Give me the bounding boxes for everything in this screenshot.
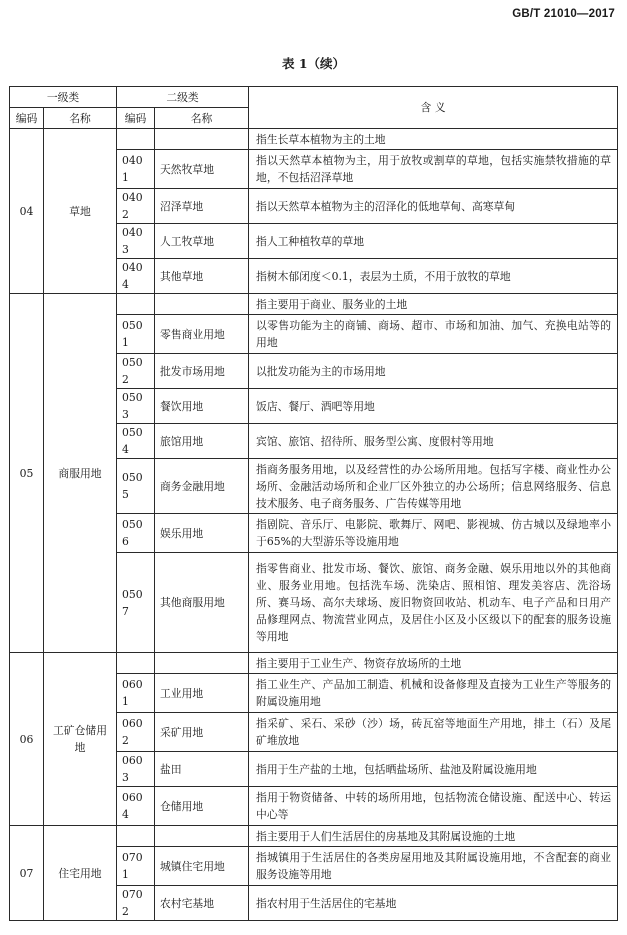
item-description: 指以天然草本植物为主，用于放牧或割草的草地，包括实施禁牧措施的草地，不包括沼泽草地 [249, 150, 618, 189]
table-caption: 表 1（续） [281, 56, 346, 71]
item-description: 指商务服务用地，以及经营性的办公场所用地。包括写字楼、商业性办公场所、金融活动场所和企业厂区外独立的办公场所；信息网络服务、信息技术服务、电子商务服务、广告传媒等用地 [249, 459, 618, 514]
item-code: 0401 [117, 150, 155, 189]
item-name: 工业用地 [155, 674, 249, 713]
item-description: 指城镇用于生活居住的各类房屋用地及其附属设施用地，不含配套的商业服务设施等用地 [249, 847, 618, 886]
item-code: 0604 [117, 787, 155, 826]
group-code: 05 [10, 294, 44, 653]
table-row [10, 653, 618, 674]
item-code: 0504 [117, 424, 155, 459]
header-level2-name: 名称 [155, 108, 249, 129]
item-name: 零售商业用地 [155, 315, 249, 354]
item-description: 指剧院、音乐厅、电影院、歌舞厅、网吧、影视城、仿古城以及绿地率小于65%的大型游乐等设施用地 [249, 514, 618, 553]
group-code: 04 [10, 129, 44, 294]
group-name: 住宅用地 [44, 826, 117, 921]
item-name: 采矿用地 [155, 713, 249, 752]
table-row [10, 294, 618, 315]
item-description: 宾馆、旅馆、招待所、服务型公寓、度假村等用地 [249, 424, 618, 459]
item-code: 0501 [117, 315, 155, 354]
header-meaning: 含 义 [249, 87, 618, 129]
header-level1-code: 编码 [10, 108, 44, 129]
item-code: 0505 [117, 459, 155, 514]
item-name: 其他草地 [155, 259, 249, 294]
item-name: 旅馆用地 [155, 424, 249, 459]
item-name: 天然牧草地 [155, 150, 249, 189]
item-description: 指以天然草本植物为主的沼泽化的低地草甸、高寒草甸 [249, 189, 618, 224]
item-name: 批发市场用地 [155, 354, 249, 389]
header-level2-code: 编码 [117, 108, 155, 129]
group-description: 指主要用于商业、服务业的土地 [249, 294, 618, 315]
item-description: 以批发功能为主的市场用地 [249, 354, 618, 389]
item-name: 娱乐用地 [155, 514, 249, 553]
item-description: 指树木郁闭度＜0.1，表层为土质，不用于放牧的草地 [249, 259, 618, 294]
item-description: 指用于生产盐的土地，包括晒盐场所、盐池及附属设施用地 [249, 752, 618, 787]
item-description: 指零售商业、批发市场、餐饮、旅馆、商务金融、娱乐用地以外的其他商业、服务业用地。包括洗车场、洗染店、照相馆、理发美容店、洗浴场所、赛马场、高尔夫球场、废旧物资回收站、机动车、电子产品和日用产品修理网点、物流营业网点，及居住小区及小区级以下的配套的服务设施等用地 [249, 553, 618, 653]
item-name: 人工牧草地 [155, 224, 249, 259]
group-name: 商服用地 [44, 294, 117, 653]
group-name: 工矿仓储用地 [44, 653, 117, 826]
item-code: 0503 [117, 389, 155, 424]
item-name: 盐田 [155, 752, 249, 787]
item-code: 0507 [117, 553, 155, 653]
standard-code: GB/T 21010—2017 [512, 8, 615, 20]
item-name: 商务金融用地 [155, 459, 249, 514]
item-code: 0506 [117, 514, 155, 553]
item-code: 0402 [117, 189, 155, 224]
item-name: 餐饮用地 [155, 389, 249, 424]
group-description: 指主要用于人们生活居住的房基地及其附属设施的土地 [249, 826, 618, 847]
table-row [10, 826, 618, 847]
item-code: 0403 [117, 224, 155, 259]
item-description: 指采矿、采石、采砂（沙）场，砖瓦窑等地面生产用地，排土（石）及尾矿堆放地 [249, 713, 618, 752]
item-description: 指用于物资储备、中转的场所用地，包括物流仓储设施、配送中心、转运中心等 [249, 787, 618, 826]
item-code: 0702 [117, 886, 155, 921]
item-code: 0601 [117, 674, 155, 713]
item-description: 指农村用于生活居住的宅基地 [249, 886, 618, 921]
land-classification-table [9, 86, 618, 921]
header-level1-name: 名称 [44, 108, 117, 129]
item-code: 0602 [117, 713, 155, 752]
item-name: 仓储用地 [155, 787, 249, 826]
group-code: 06 [10, 653, 44, 826]
item-name: 其他商服用地 [155, 553, 249, 653]
item-code: 0701 [117, 847, 155, 886]
group-description: 指生长草本植物为主的土地 [249, 129, 618, 150]
item-description: 指工业生产、产品加工制造、机械和设备修理及直接为工业生产等服务的附属设施用地 [249, 674, 618, 713]
item-name: 农村宅基地 [155, 886, 249, 921]
item-name: 沼泽草地 [155, 189, 249, 224]
item-code: 0404 [117, 259, 155, 294]
group-name: 草地 [44, 129, 117, 294]
item-description: 饭店、餐厅、酒吧等用地 [249, 389, 618, 424]
header-row-1 [10, 87, 618, 108]
header-level2: 二级类 [117, 87, 249, 108]
table-row [10, 129, 618, 150]
header-level1: 一级类 [10, 87, 117, 108]
item-name: 城镇住宅用地 [155, 847, 249, 886]
item-code: 0603 [117, 752, 155, 787]
item-description: 指人工种植牧草的草地 [249, 224, 618, 259]
item-code: 0502 [117, 354, 155, 389]
group-description: 指主要用于工业生产、物资存放场所的土地 [249, 653, 618, 674]
item-description: 以零售功能为主的商铺、商场、超市、市场和加油、加气、充换电站等的用地 [249, 315, 618, 354]
group-code: 07 [10, 826, 44, 921]
